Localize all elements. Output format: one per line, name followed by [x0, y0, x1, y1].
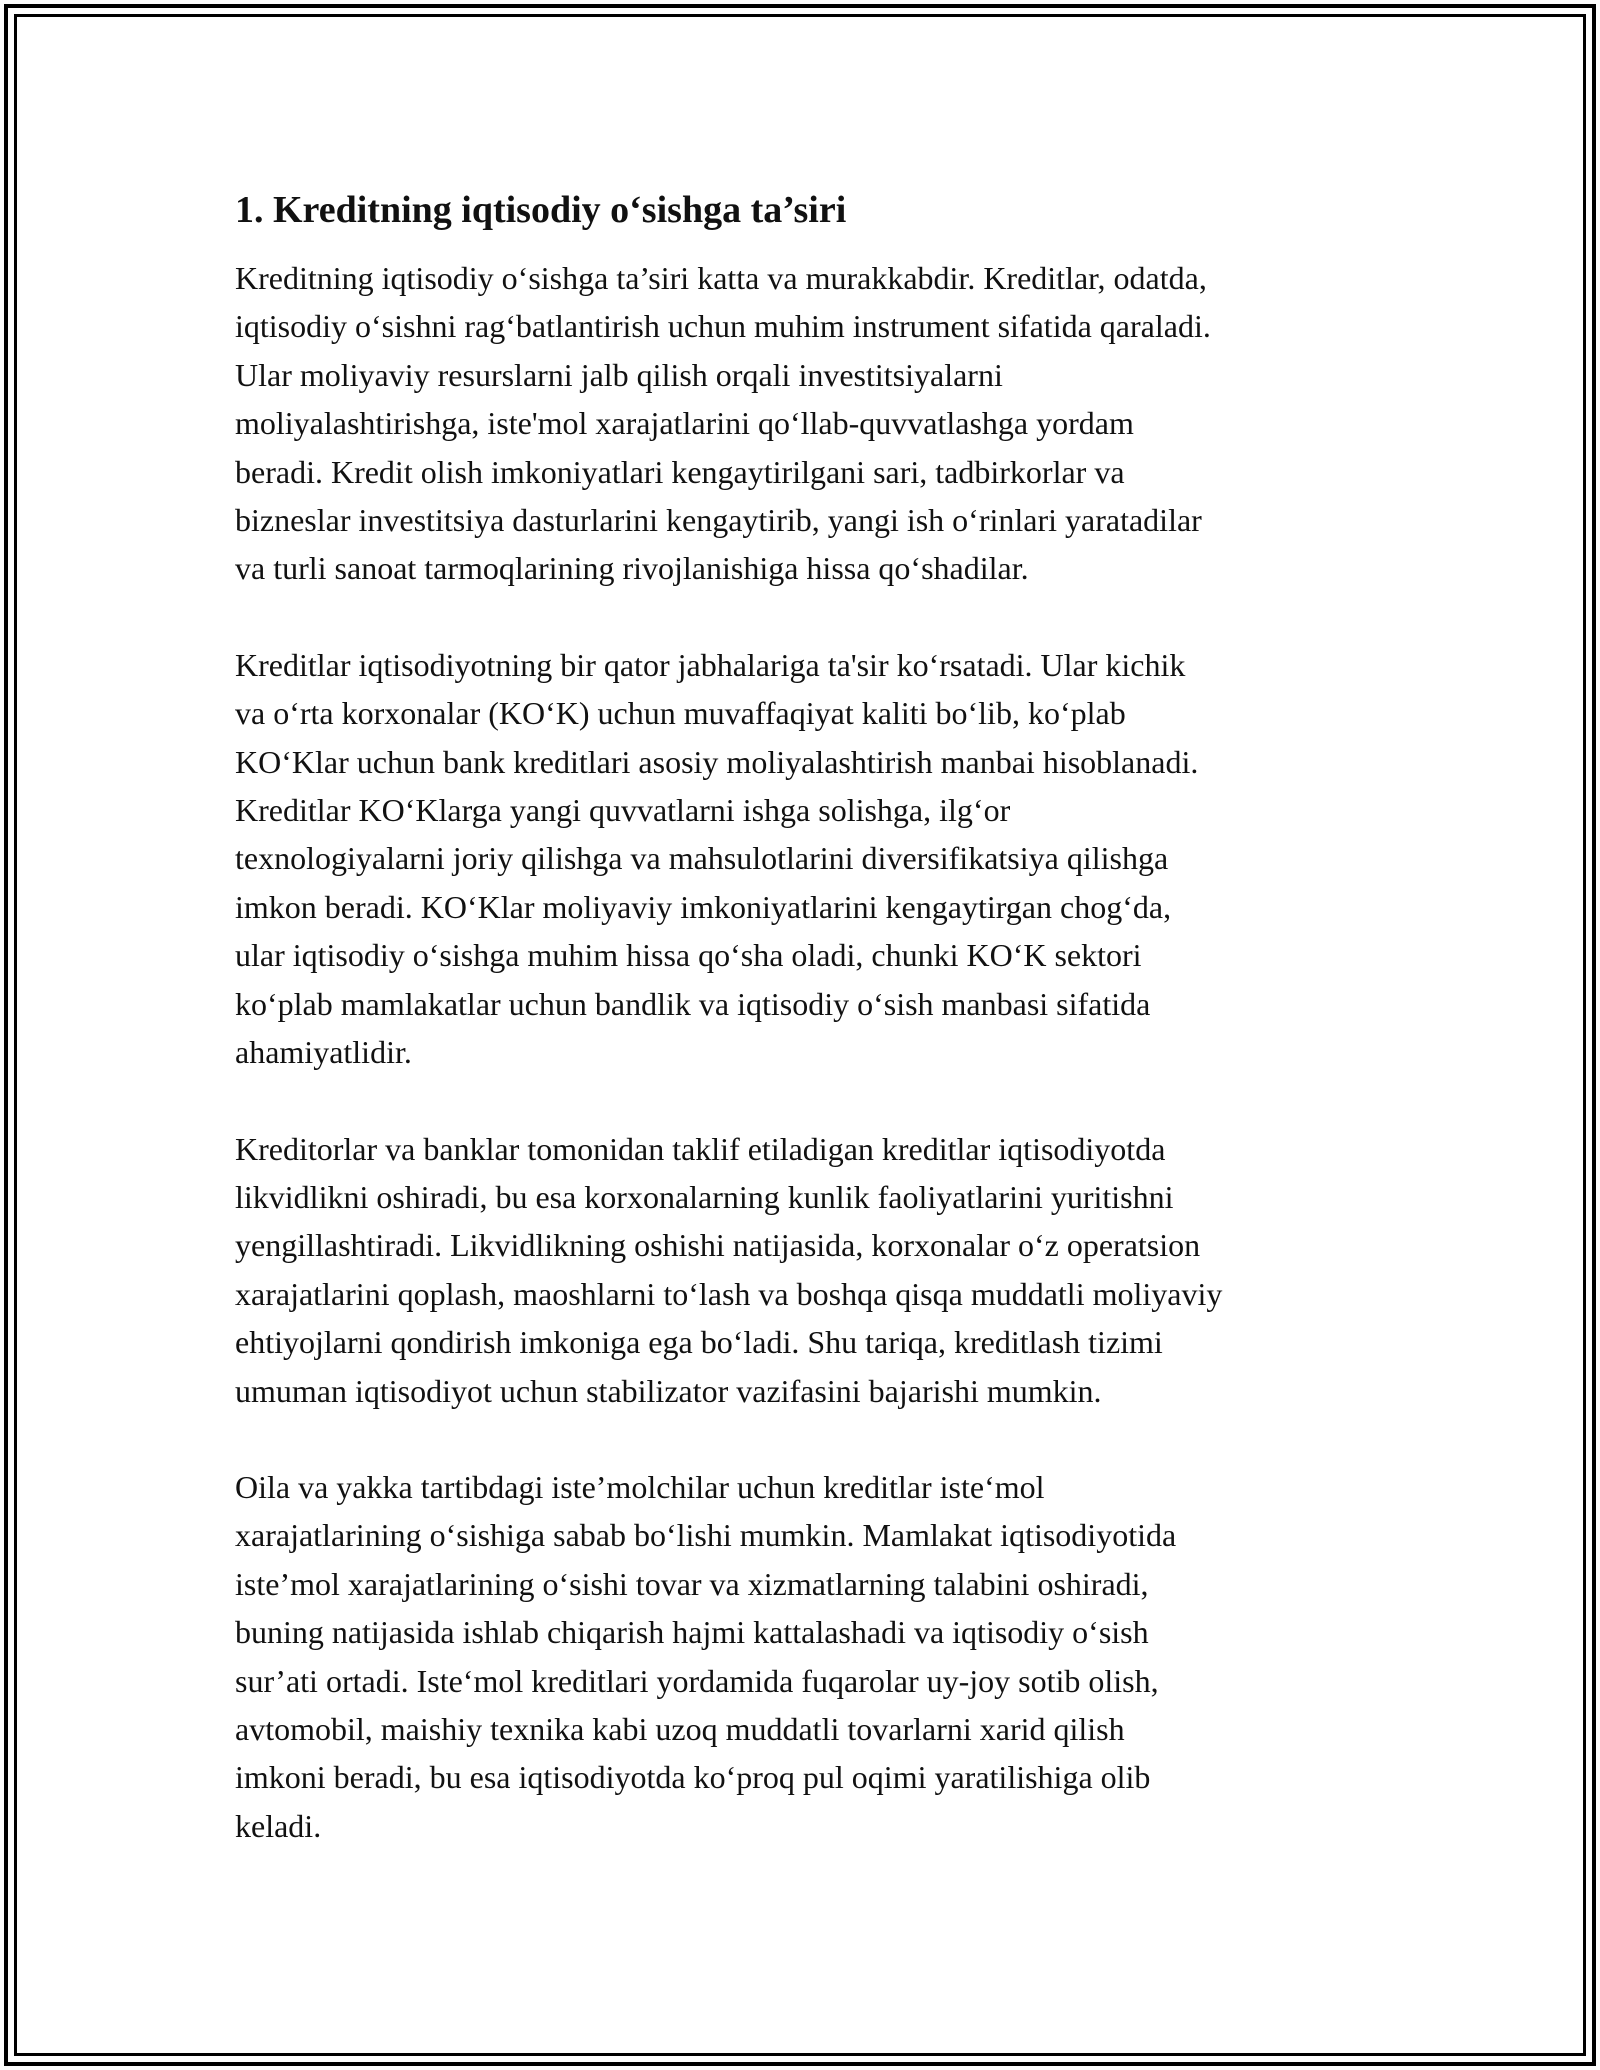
- text-line: xarajatlarining o‘sishiga sabab bo‘lishi mumkin. Mamlakat iqtisodiyotida: [235, 1517, 1177, 1554]
- text-line: ehtiyojlarni qondirish imkoniga ega bo‘ladi. Shu tariqa, kreditlash tizimi: [235, 1324, 1163, 1361]
- text-line: yengillashtiradi. Likvidlikning oshishi natijasida, korxonalar o‘z operatsion: [235, 1227, 1201, 1264]
- paragraph-2: [235, 641, 1375, 1077]
- text-line: Kreditorlar va banklar tomonidan taklif etiladigan kreditlar iqtisodiyotda: [235, 1130, 1166, 1167]
- text-line: texnologiyalarni joriy qilishga va mahsulotlarini diversifikatsiya qilishga: [235, 840, 1169, 877]
- text-line: va turli sanoat tarmoqlarining rivojlanishiga hissa qo‘shadilar.: [235, 550, 1029, 587]
- text-line: Kreditlar KO‘Klarga yangi quvvatlarni ishga solishga, ilg‘or: [235, 792, 1011, 829]
- text-line: ko‘plab mamlakatlar uchun bandlik va iqtisodiy o‘sish manbasi sifatida: [235, 985, 1151, 1022]
- text-line: iqtisodiy o‘sishni rag‘batlantirish uchun muhim instrument sifatida qaraladi.: [235, 308, 1211, 345]
- text-line: likvidlikni oshiradi, bu esa korxonalarning kunlik faoliyatlarini yuritishni: [235, 1178, 1174, 1215]
- section-heading: 1. Kreditning iqtisodiy o‘sishga ta’siri: [235, 189, 847, 231]
- text-line: imkon beradi. KO‘Klar moliyaviy imkoniyatlarini kengaytirgan chog‘da,: [235, 888, 1172, 925]
- text-line: Kreditning iqtisodiy o‘sishga ta’siri katta va murakkabdir. Kreditlar, odatda,: [235, 260, 1207, 296]
- text-line: bizneslar investitsiya dasturlarini kengaytirib, yangi ish o‘rinlari yaratadilar: [235, 502, 1202, 539]
- text-line: imkoni beradi, bu esa iqtisodiyotda ko‘proq pul oqimi yaratilishiga olib: [235, 1759, 1151, 1796]
- text-line: Kreditlar iqtisodiyotning bir qator jabhalariga ta'sir ko‘rsatadi. Ular kichik: [235, 646, 1186, 683]
- text-line: Oila va yakka tartibdagi iste’molchilar uchun kreditlar iste‘mol: [235, 1468, 1045, 1505]
- text-line: buning natijasida ishlab chiqarish hajmi kattalashadi va iqtisodiy o‘sish: [235, 1614, 1149, 1651]
- paragraph-1: [235, 254, 1375, 593]
- text-line: keladi.: [235, 1807, 322, 1844]
- text-line: Ular moliyaviy resurslarni jalb qilish orqali investitsiyalarni: [235, 356, 1003, 393]
- text-line: beradi. Kredit olish imkoniyatlari kengaytirilgani sari, tadbirkorlar va: [235, 453, 1125, 490]
- text-line: sur’ati ortadi. Iste‘mol kreditlari yordamida fuqarolar uy-joy sotib olish,: [235, 1662, 1159, 1699]
- text-line: moliyalashtirishga, iste'mol xarajatlarini qo‘llab-quvvatlashga yordam: [235, 405, 1134, 442]
- text-line: ular iqtisodiy o‘sishga muhim hissa qo‘sha oladi, chunki KO‘K sektori: [235, 937, 1142, 974]
- text-line: va o‘rta korxonalar (KO‘K) uchun muvaffaqiyat kaliti bo‘lib, ko‘plab: [235, 695, 1126, 732]
- text-line: iste’mol xarajatlarining o‘sishi tovar va xizmatlarning talabini oshiradi,: [235, 1565, 1149, 1602]
- text-line: xarajatlarini qoplash, maoshlarni to‘lash va boshqa qisqa muddatli moliyaviy: [235, 1275, 1223, 1312]
- paragraph-4: [235, 1463, 1375, 1850]
- text-line: avtomobil, maishiy texnika kabi uzoq muddatli tovarlarni xarid qilish: [235, 1710, 1125, 1747]
- document-body: [235, 186, 1375, 1898]
- paragraph-3: [235, 1125, 1375, 1415]
- text-line: umuman iqtisodiyot uchun stabilizator vazifasini bajarishi mumkin.: [235, 1372, 1102, 1409]
- text-line: ahamiyatlidir.: [235, 1034, 412, 1071]
- text-line: KO‘Klar uchun bank kreditlari asosiy moliyalashtirish manbai hisoblanadi.: [235, 743, 1199, 780]
